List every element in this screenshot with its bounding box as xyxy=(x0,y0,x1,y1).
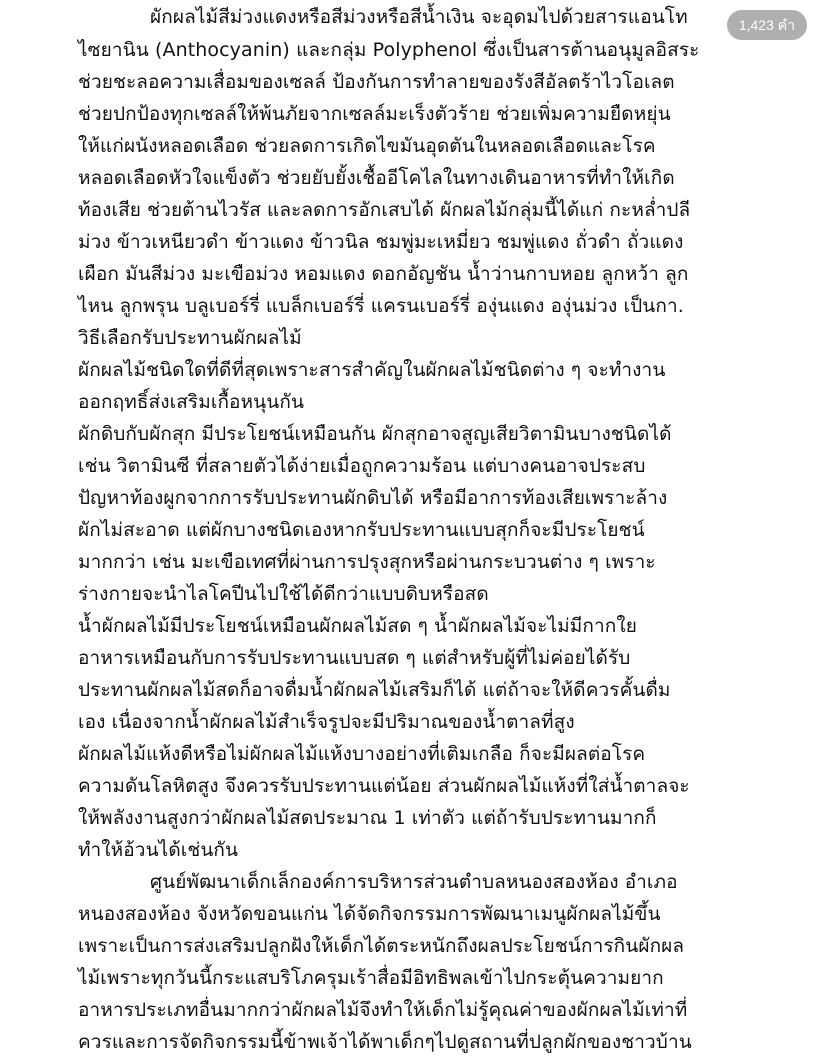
text-line: ศูนย์พัฒนาเด็กเล็กองค์การบริหารส่วนตำบลหนองสองห้อง อำเภอ xyxy=(150,871,678,893)
text-line: อาหารเหมือนกับการรับประทานแบบสด ๆ แต่สำหรับผู้ที่ไม่ค่อยได้รับ xyxy=(78,647,631,669)
text-line: ผักผลไม้สีม่วงแดงหรือสีม่วงหรือสีน้ำเงิน จะอุดมไปด้วยสารแอนโท xyxy=(150,6,688,28)
text-line: ความดันโลหิตสูง จึงควรรับประทานแต่น้อย ส่วนผักผลไม้แห้งที่ใส่น้ำตาลจะ xyxy=(78,775,690,797)
text-line: ท้องเสีย ช่วยต้านไวรัส และลดการอักเสบได้ ผักผลไม้กลุ่มนี้ได้แก่ กะหล่ำปลี xyxy=(78,199,691,221)
text-line: เอง เนื่องจากน้ำผักผลไม้สำเร็จรูปจะมีปริมาณของน้ำตาลที่สูง xyxy=(78,711,575,733)
word-count-badge[interactable]: 1,423 คำ xyxy=(727,10,807,40)
text-line: ควรและการจัดกิจกรรมนี้ข้าพเจ้าได้พาเด็กๆไปดูสถานที่ปลูกผักของชาวบ้าน xyxy=(78,1031,692,1053)
text-line: ไซยานิน (Anthocyanin) และกลุ่ม Polyphenol ซึ่งเป็นสารต้านอนุมูลอิสระ xyxy=(78,39,700,61)
text-line: ช่วยปกป้องทุกเซลล์ให้พ้นภัยจากเซลล์มะเร็งตัวร้าย ช่วยเพิ่มความยืดหยุ่น xyxy=(78,103,671,125)
text-line: ไม้เพราะทุกวันนี้กระแสบริโภครุมเร้าสื่อมีอิทธิพลเข้าไปกระตุ้นความยาก xyxy=(78,967,664,989)
text-line: ออกฤทธิ์ส่งเสริมเกื้อหนุนกัน xyxy=(78,391,305,413)
text-line: ให้พลังงานสูงกว่าผักผลไม้สดประมาณ 1 เท่าตัว แต่ถ้ารับประทานมากก็ xyxy=(78,807,657,829)
text-line: ม่วง ข้าวเหนียวดำ ข้าวแดง ข้าวนิล ชมพู่มะเหมี่ยว ชมพู่แดง ถั่วดำ ถั่วแดง xyxy=(78,231,684,253)
text-line: มากกว่า เช่น มะเขือเทศที่ผ่านการปรุงสุกหรือผ่านกระบวนต่าง ๆ เพราะ xyxy=(78,551,656,573)
text-line: หนองสองห้อง จังหวัดขอนแก่น ได้จัดกิจกรรมการพัฒนาเมนูผักผลไม้ขึ้น xyxy=(78,903,661,925)
text-line: ผักไม่สะอาด แต่ผักบางชนิดเองหากรับประทานแบบสุกก็จะมีประโยชน์ xyxy=(78,519,645,541)
text-line: อาหารประเภทอื่นมากกว่าผักผลไม้จึงทำให้เด็กไม่รู้คุณค่าของผักผลไม้เท่าที่ xyxy=(78,999,688,1021)
text-line: ร่างกายจะนำไลโคปีนไปใช้ได้ดีกว่าแบบดิบหรือสด xyxy=(78,583,489,605)
text-line: หลอดเลือดหัวใจแข็งตัว ช่วยยับยั้งเชื้ออีโคไลในทางเดินอาหารที่ทำให้เกิด xyxy=(78,167,675,189)
section-heading: วิธีเลือกรับประทานผักผลไม้ xyxy=(78,327,302,349)
text-line: ให้แก่ผนังหลอดเลือด ช่วยลดการเกิดไขมันอุดตันในหลอดเลือดและโรค xyxy=(78,135,656,157)
text-line: ผักผลไม้ชนิดใดที่ดีที่สุดเพราะสารสำคัญในผักผลไม้ชนิดต่าง ๆ จะทำงาน xyxy=(78,359,666,381)
text-line: เผือก มันสีม่วง มะเขือม่วง หอมแดง ดอกอัญชัน น้ำว่านกาบหอย ลูกหว้า ลูก xyxy=(78,263,689,285)
text-line: ประทานผักผลไม้สดก็อาจดื่มน้ำผักผลไม้เสริมก็ได้ แต่ถ้าจะให้ดีควรคั้นดื่ม xyxy=(78,679,671,701)
text-line: เช่น วิตามินซี ที่สลายตัวได้ง่ายเมื่อถูกความร้อน แต่บางคนอาจประสบ xyxy=(78,455,646,477)
text-line: เพราะเป็นการส่งเสริมปลูกฝังให้เด็กได้ตระหนักถึงผลประโยชน์การกินผักผล xyxy=(78,935,685,957)
text-line: น้ำผักผลไม้มีประโยชน์เหมือนผักผลไม้สด ๆ น้ำผักผลไม้จะไม่มีกากใย xyxy=(78,615,638,637)
text-line: ผักดิบกับผักสุก มีประโยชน์เหมือนกัน ผักสุกอาจสูญเสียวิตามินบางชนิดได้ xyxy=(78,423,672,445)
text-line: ผักผลไม้แห้งดีหรือไม่ผักผลไม้แห้งบางอย่างที่เติมเกลือ ก็จะมีผลต่อโรค xyxy=(78,743,646,765)
text-line: ปัญหาท้องผูกจากการรับประทานผักดิบได้ หรือมีอาการท้องเสียเพราะล้าง xyxy=(78,487,668,509)
text-line: ช่วยชะลอความเสื่อมของเซลล์ ป้องกันการทำลายของรังสีอัลตร้าไวโอเลต xyxy=(78,71,675,93)
text-line: ไหน ลูกพรุน บลูเบอร์รี่ แบล็กเบอร์รี่ แครนเบอร์รี่ องุ่นแดง องุ่นม่วง เป็นกา. xyxy=(78,295,684,317)
text-line: ทำให้อ้วนได้เช่นกัน xyxy=(78,839,239,861)
